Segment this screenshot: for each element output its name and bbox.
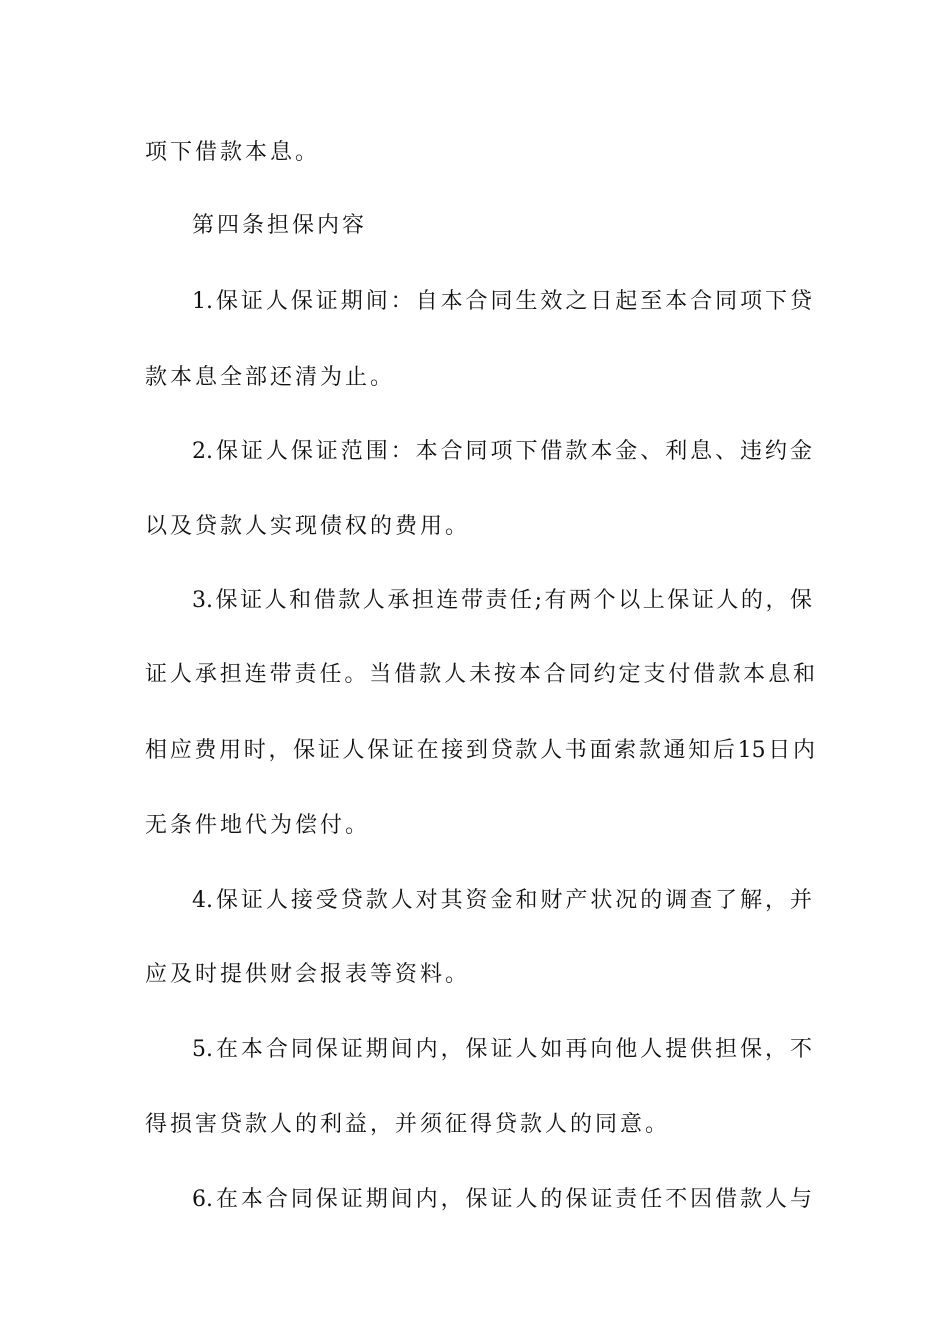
text-line-1: 项下借款本息。 bbox=[145, 140, 321, 165]
clause-4-line-1: 4.保证人接受贷款人对其资金和财产状况的调查了解，并 bbox=[192, 888, 812, 913]
clause-1-line-2: 款本息全部还清为止。 bbox=[145, 365, 396, 390]
section-heading: 第四条担保内容 bbox=[192, 213, 368, 238]
clause-5-line-1: 5.在本合同保证期间内，保证人如再向他人提供担保，不 bbox=[192, 1037, 812, 1062]
clause-2-line-2: 以及贷款人实现债权的费用。 bbox=[145, 514, 471, 539]
clause-4-line-2: 应及时提供财会报表等资料。 bbox=[145, 962, 471, 987]
clause-3-line-3: 相应费用时，保证人保证在接到贷款人书面索款通知后15日内 bbox=[145, 738, 815, 763]
clause-6-line-1: 6.在本合同保证期间内，保证人的保证责任不因借款人与 bbox=[192, 1187, 812, 1212]
clause-5-line-2: 得损害贷款人的利益，并须征得贷款人的同意。 bbox=[145, 1112, 671, 1137]
clause-3-line-2: 证人承担连带责任。当借款人未按本合同约定支付借款本息和 bbox=[145, 662, 815, 687]
clause-3-line-1: 3.保证人和借款人承担连带责任;有两个以上保证人的，保 bbox=[192, 588, 812, 613]
clause-1-line-1: 1.保证人保证期间：自本合同生效之日起至本合同项下贷 bbox=[192, 289, 812, 314]
clause-3-line-4: 无条件地代为偿付。 bbox=[145, 813, 371, 838]
clause-2-line-1: 2.保证人保证范围：本合同项下借款本金、利息、违约金 bbox=[192, 439, 812, 464]
